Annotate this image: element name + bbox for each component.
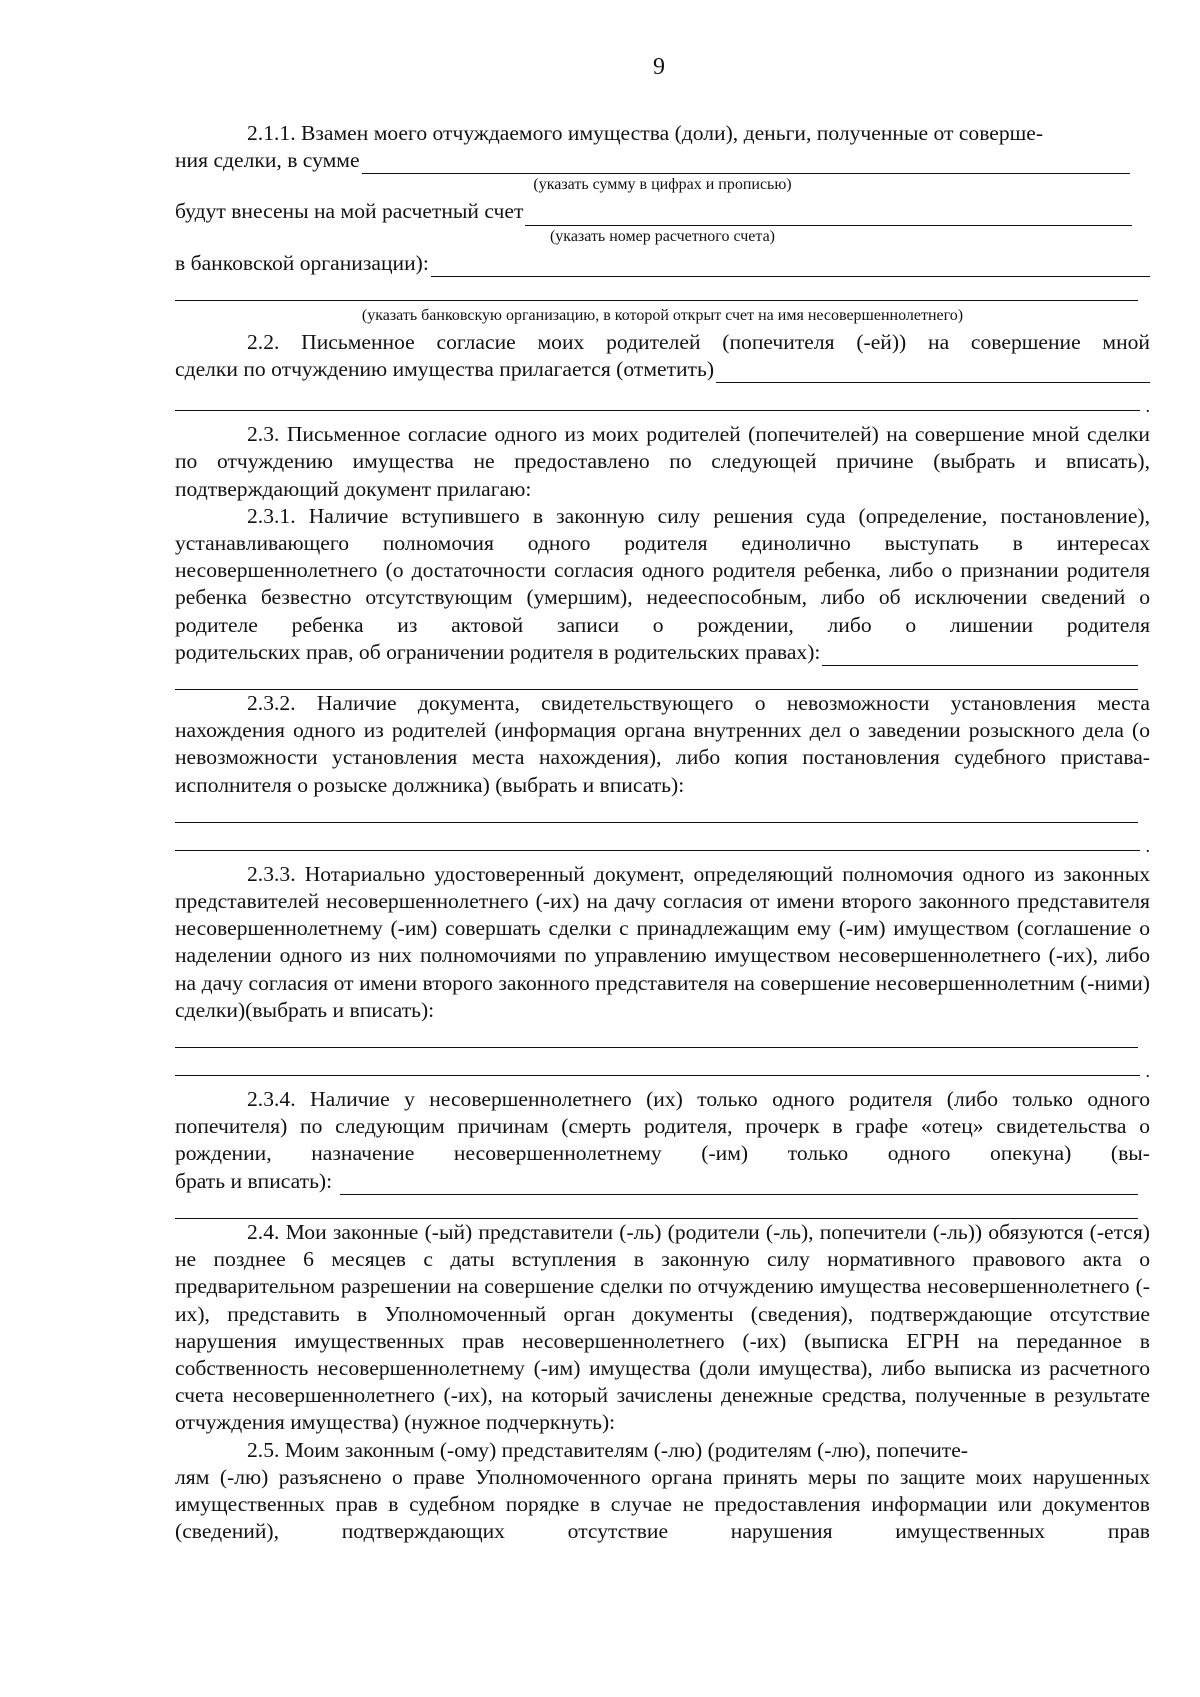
sum-row — [175, 147, 1150, 174]
search-field-line2[interactable] — [175, 849, 1140, 851]
notary-line2-row — [175, 1061, 1150, 1082]
bank-field-line2[interactable] — [175, 299, 1138, 301]
page-number: 9 — [653, 54, 665, 80]
sum-field[interactable] — [362, 153, 1130, 174]
bank-hint: (указать банковскую организацию, в которой открыт счет на имя несовершеннолетнего) — [361, 306, 964, 324]
search-line2-row — [175, 835, 1150, 856]
consent-period: . — [1145, 396, 1150, 417]
search-field-line1[interactable] — [175, 821, 1138, 823]
section-2-3-1: 2.3.1. Наличие вступившего в законную силу решения суда (определение, постановление), устанавливающего полномочия одного родителя единолично выступать в интересах несовершеннолетнего (о достаточности согласия одного родителя ребенка, либо о признании родителя ребенка безвестно отсутствующим (умершим), недееспособным, либо об исключении сведений о родителе ребенка из актовой записи о рождении, либо о лишении родителя — [175, 503, 1150, 637]
account-label: будут внесены на мой расчетный счет — [175, 199, 524, 224]
notary-period: . — [1145, 1061, 1150, 1082]
consent-field-line2[interactable] — [175, 409, 1140, 411]
notary-field-line2[interactable] — [175, 1074, 1140, 1076]
section-2-2-line1: 2.2. Письменное согласие моих родителей (попечителя (-ей)) на совершение мной — [247, 329, 1150, 354]
consent-line2-row — [175, 396, 1150, 417]
sum-hint: (указать сумму в цифрах и прописью) — [533, 176, 792, 194]
search-period: . — [1145, 835, 1150, 856]
account-hint: (указать номер расчетного счета) — [549, 227, 776, 245]
account-row — [175, 198, 1150, 225]
consent-field[interactable] — [716, 362, 1150, 383]
bank-row — [175, 250, 1150, 277]
section-2-3-4: 2.3.4. Наличие у несовершеннолетнего (их) только одного родителя (либо только одного попечителя) по следующим причинам (смерть родителя, прочерк в графе «отец» свидетельства о рождении, назначение несовершеннолетнему (-им) только одного опекуна) (вы- — [175, 1087, 1150, 1166]
section-2-3: 2.3. Письменное согласие одного из моих родителей (попечителей) на совершение мной сделки по отчуждению имущества не предоставлено по следующей причине (выбрать и вписать), подтверждающий документ прилагаю: — [175, 422, 1150, 501]
single-parent-label: брать и вписать): — [175, 1168, 333, 1193]
single-parent-row — [175, 1168, 1150, 1195]
section-2-1-1-line1: 2.1.1. Взамен моего отчуждаемого имущества (доли), деньги, полученные от соверше- — [247, 121, 1044, 145]
court-row — [175, 639, 1150, 666]
consent-row — [175, 356, 1150, 383]
court-field[interactable] — [822, 645, 1138, 666]
section-2-3-3: 2.3.3. Нотариально удостоверенный документ, определяющий полномочия одного из законных представителей несовершеннолетнего (-их) на дачу согласия от имени второго законного представителя несовершеннолетнему (-им) совершать сделки с принадлежащим ему (-им) имуществом (соглашение о наделении одного из них полномочиями по управлению имуществом несовершеннолетнего (-их), либо на дачу согласия от имени второго законного представителя на совершение несовершеннолетним (-ними) сделки)(выбрать и вписать): — [175, 861, 1150, 1022]
notary-field-line1[interactable] — [175, 1046, 1138, 1048]
court-label: родительских прав, об ограничении родителя в родительских правах): — [175, 639, 821, 664]
section-2-5-body: лям (-лю) разъяснено о праве Уполномоченного органа принять меры по защите моих нарушенных имущественных прав в судебном порядке в случае не предоставления информации или документов (сведений), подтверждающих отсутствие нарушения имущественных прав — [175, 1464, 1150, 1544]
sum-label: ния сделки, в сумме — [175, 148, 360, 173]
section-2-4: 2.4. Мои законные (-ый) представители (-ль) (родители (-ль), попечители (-ль)) обязуются (-ется) не позднее 6 месяцев с даты вступления в законную силу нормативного правового акта о предварительном разрешении на совершение сделки по отчуждению имущества несовершеннолетнего (-их), представить в Уполномоченный орган документы (сведения), подтверждающие отсутствие нарушения имущественных прав несовершеннолетнего (-их) (выписка ЕГРН на переданное в собственность несовершеннолетнему (-им) имущества (доли имущества), либо выписка из расчетного счета несовершеннолетнего (-их), на который зачислены денежные средства, полученные в результате отчуждения имущества) (нужное подчеркнуть): — [175, 1219, 1150, 1435]
section-2-5-line1: 2.5. Моим законным (-ому) представителям (-лю) (родителям (-лю), попечите- — [247, 1437, 968, 1462]
document-body — [175, 120, 1150, 1545]
single-parent-field[interactable] — [340, 1174, 1138, 1195]
section-2-3-2: 2.3.2. Наличие документа, свидетельствующего о невозможности установления места нахождения одного из родителей (информация органа внутренних дел о заведении розыскного дела (о невозможности установления места нахождения), либо копия постановления судебного пристава-исполнителя о розыске должника) (выбрать и вписать): — [175, 691, 1150, 797]
bank-field[interactable] — [431, 256, 1150, 277]
consent-label: сделки по отчуждению имущества прилагается (отметить) — [175, 357, 715, 382]
account-field[interactable] — [525, 205, 1132, 226]
bank-label: в банковской организации): — [175, 250, 429, 275]
